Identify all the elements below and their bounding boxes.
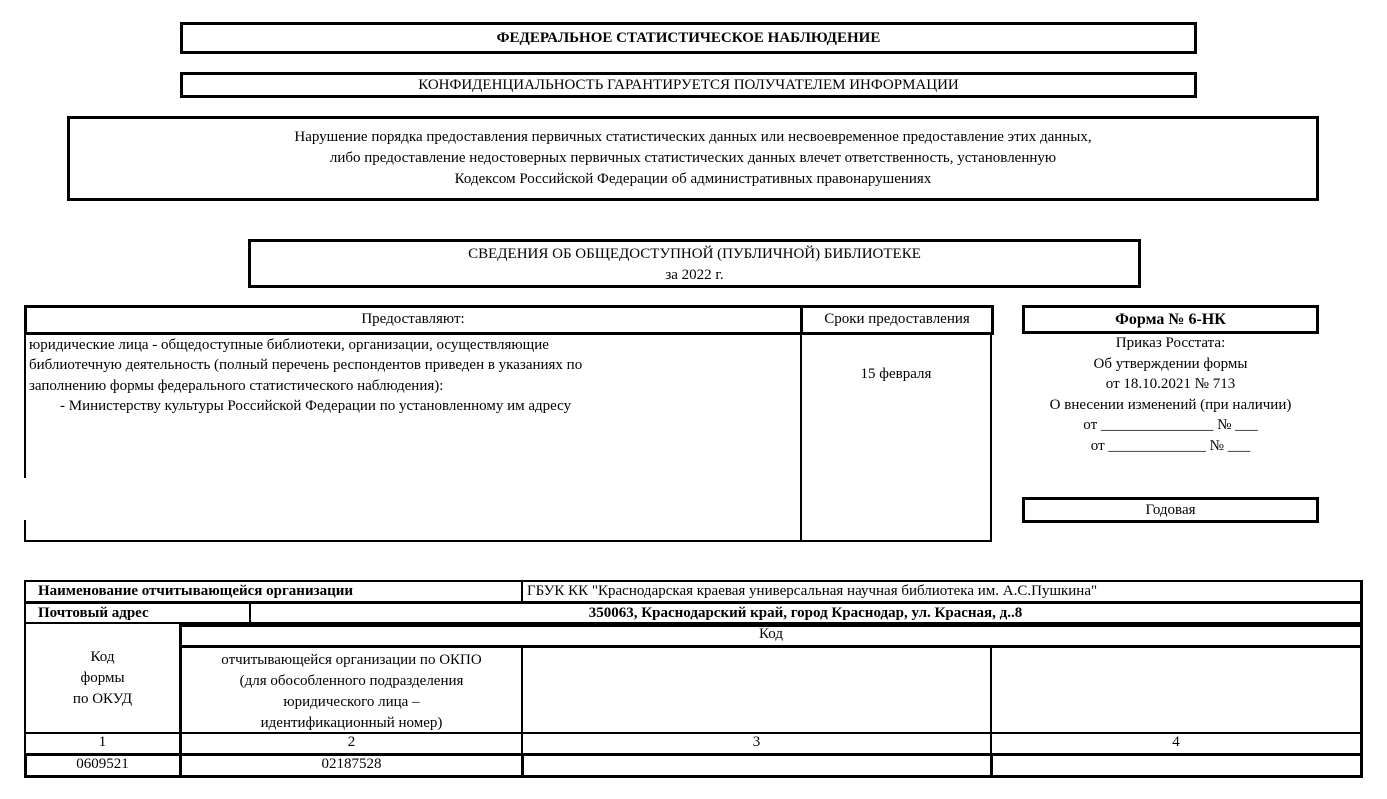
report-title-box [248, 239, 1141, 288]
org-name-value: ГБУК КК "Краснодарская краевая универсальная научная библиотека им. А.С.Пушкина" [527, 583, 1098, 599]
okpo-line-3: юридического лица – [283, 694, 420, 710]
providers-line-2: библиотечную деятельность (полный перечень респондентов приведен в указаниях по [29, 357, 583, 373]
form-info-line-3: от 18.10.2021 № 713 [1105, 376, 1236, 392]
federal-observation-title: ФЕДЕРАЛЬНОЕ СТАТИСТИЧЕСКОЕ НАБЛЮДЕНИЕ [180, 22, 1197, 54]
okpo-line-1: отчитывающейся организации по ОКПО [221, 652, 482, 668]
liability-warning-box [67, 116, 1319, 201]
report-title: СВЕДЕНИЯ ОБ ОБЩЕДОСТУПНОЙ (ПУБЛИЧНОЙ) БИБЛИОТЕКЕ [468, 246, 921, 262]
postal-address-value: 350063, Краснодарский край, город Краснодар, ул. Красная, д..8 [588, 605, 1023, 621]
warning-line-2: либо предоставление недостоверных первичных статистических данных влечет ответственность, установленную [329, 150, 1057, 166]
okud-code-value: 0609521 [76, 756, 129, 772]
code-header: Код [759, 626, 783, 642]
form-info-line-6: от _____________ № ___ [1090, 437, 1251, 454]
form-number: Форма № 6-НК [1022, 305, 1319, 334]
rosstat-order-block [1022, 333, 1319, 456]
okud-line-1: Код [90, 649, 115, 665]
confidentiality-notice: КОНФИДЕНЦИАЛЬНОСТЬ ГАРАНТИРУЕТСЯ ПОЛУЧАТЕЛЕМ ИНФОРМАЦИИ [180, 72, 1197, 98]
col-number-2: 2 [347, 734, 356, 750]
providers-line-4: - Министерству культуры Российской Федерации по установленному им адресу [60, 398, 572, 414]
form-info-line-1: Приказ Росстата: [1115, 335, 1226, 351]
okud-line-3: по ОКУД [72, 691, 133, 707]
okud-line-2: формы [80, 670, 125, 686]
deadline-header: Сроки предоставления [824, 311, 970, 327]
warning-line-1: Нарушение порядка предоставления первичных статистических данных или несвоевременное предоставление этих данных, [294, 129, 1092, 145]
report-period: за 2022 г. [665, 267, 724, 283]
okpo-line-4: идентификационный номер) [260, 715, 443, 731]
form-info-line-2: Об утверждении формы [1093, 355, 1248, 372]
okpo-line-2: (для обособленного подразделения [239, 673, 464, 689]
submission-table [24, 305, 994, 543]
form-info-line-5: от _______________ № ___ [1083, 417, 1258, 433]
periodicity-badge: Годовая [1022, 497, 1319, 523]
okpo-description [182, 650, 521, 734]
organization-table [24, 580, 1363, 780]
okpo-code-value: 02187528 [321, 756, 382, 772]
org-name-label: Наименование отчитывающейся организации [38, 583, 354, 599]
providers-header: Предоставляют: [361, 311, 465, 327]
postal-address-label: Почтовый адрес [38, 605, 149, 621]
deadline-value: 15 февраля [860, 366, 932, 382]
col-number-1: 1 [98, 734, 107, 750]
providers-line-1: юридические лица - общедоступные библиотеки, организации, осуществляющие [29, 337, 549, 353]
col-number-4: 4 [1172, 734, 1180, 750]
okud-description [24, 647, 181, 710]
providers-line-3: заполнению формы федерального статистического наблюдения): [29, 378, 444, 394]
warning-line-3: Кодексом Российской Федерации об административных правонарушениях [454, 171, 932, 187]
col-number-3: 3 [752, 734, 761, 750]
form-info-line-4: О внесении изменений (при наличии) [1049, 396, 1292, 413]
